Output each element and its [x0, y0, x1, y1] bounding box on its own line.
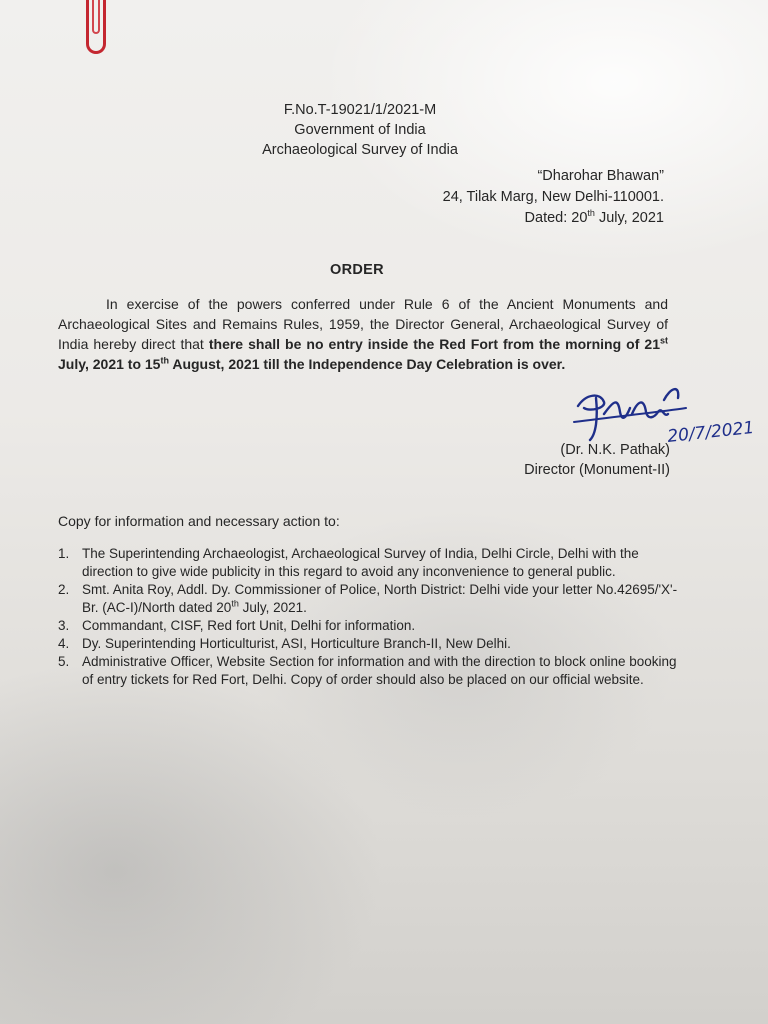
- signer-name: (Dr. N.K. Pathak): [560, 442, 670, 458]
- file-number: F.No.T-19021/1/2021-M: [283, 102, 437, 118]
- copy-list: [58, 545, 678, 689]
- order-date: [344, 208, 664, 229]
- order-text-plain: In exercise of the powers conferred under Rule 6 of the Ancient Monuments and Archaeological Sites and Remains Rules, 1959, the Director General, Archaeological Survey of India hereby direct that: [58, 296, 668, 352]
- order-bold-part-1: there shall be no entry inside the Red Fort from the morning of 21: [208, 336, 660, 352]
- list-text-part-a: Smt. Anita Roy, Addl. Dy. Commissioner of Police, North District: Delhi vide your letter No.42695/'X'-Br. (AC-I)/North dated 20: [82, 582, 678, 615]
- order-paragraph: [58, 294, 668, 374]
- list-item: [58, 545, 678, 581]
- address-block: [344, 166, 664, 229]
- signer-designation: Director (Monument-II): [524, 462, 670, 478]
- order-bold-sup-1: st: [660, 335, 669, 346]
- list-text: [82, 581, 678, 617]
- department-name: Archaeological Survey of India: [262, 142, 458, 158]
- signer-block: [450, 440, 670, 480]
- handwritten-date: 20/7/2021: [666, 417, 756, 447]
- list-text: Commandant, CISF, Red fort Unit, Delhi for information.: [82, 618, 416, 633]
- list-number: 1.: [58, 546, 70, 561]
- order-bold-part-3: August, 2021 till the Independence Day Celebration is over.: [168, 356, 566, 372]
- list-number: 4.: [58, 636, 70, 651]
- order-bold-sup-2: th: [160, 355, 169, 366]
- date-suffix: July, 2021: [594, 210, 664, 226]
- list-item: [58, 617, 678, 635]
- order-title: ORDER: [330, 262, 384, 278]
- order-bold-part-2: July, 2021 to 15: [58, 356, 161, 372]
- list-number: 5.: [58, 654, 70, 669]
- list-item: [58, 581, 678, 617]
- list-number: 2.: [58, 582, 70, 597]
- letterhead: [150, 100, 570, 160]
- list-text: Dy. Superintending Horticulturist, ASI, Horticulture Branch-II, New Delhi.: [82, 636, 511, 651]
- copy-label: Copy for information and necessary action to:: [58, 513, 340, 529]
- list-text: Administrative Officer, Website Section for information and with the direction to block online booking of entry tickets for Red Fort, Delhi. Copy of order should also be placed on our official website.: [82, 654, 677, 687]
- list-text: The Superintending Archaeologist, Archaeological Survey of India, Delhi Circle, Delhi with the direction to give wide publicity in this regard to avoid any inconvenience to general public.: [82, 546, 639, 579]
- list-number: 3.: [58, 618, 70, 633]
- list-text-part-b: July, 2021.: [238, 600, 307, 615]
- list-item: [58, 653, 678, 689]
- street-address: 24, Tilak Marg, New Delhi-110001.: [442, 189, 664, 205]
- government-name: Government of India: [294, 122, 426, 138]
- list-text-sup: th: [231, 598, 239, 609]
- date-sup: th: [587, 208, 595, 219]
- list-item: [58, 635, 678, 653]
- paper-clip-inner: [92, 0, 100, 34]
- building-name: “Dharohar Bhawan”: [537, 168, 664, 184]
- date-prefix: Dated: 20: [524, 210, 588, 226]
